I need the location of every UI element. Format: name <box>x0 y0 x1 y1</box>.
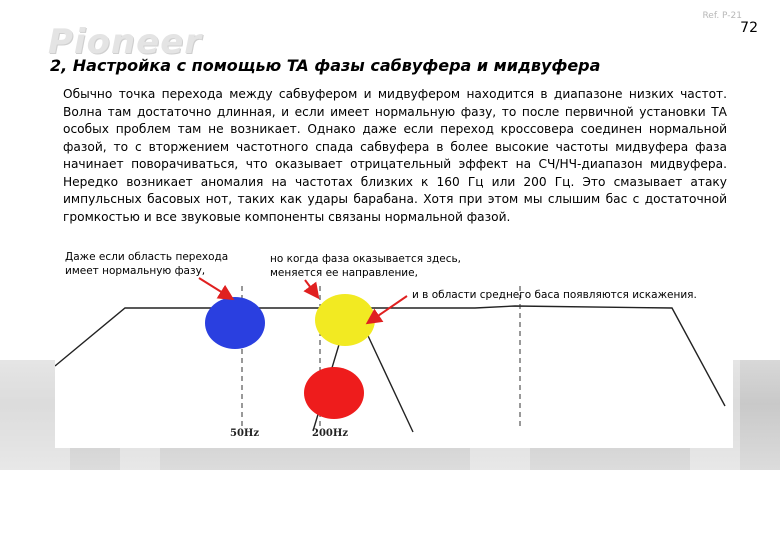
arrow-to-yellow <box>305 280 317 296</box>
arrow-to-blue <box>199 278 231 298</box>
page-title: 2, Настройка с помощью TA фазы сабвуфера и мидвуфера <box>50 56 601 75</box>
caption-1: Даже если область перехода имеет нормальную фазу, <box>65 251 229 277</box>
reference-label: Ref. P-21 <box>702 11 742 21</box>
caption-3: и в области среднего баса появляются искажения. <box>412 289 697 301</box>
response-curve-right <box>313 306 725 431</box>
pioneer-logo: Pioneer <box>48 22 203 62</box>
page-number: 72 <box>740 20 758 36</box>
blue-circle <box>205 297 265 349</box>
caption-2: но когда фаза оказывается здесь, меняется ее направление, <box>270 253 462 279</box>
red-circle <box>304 367 364 419</box>
arrow-to-red <box>369 296 407 322</box>
yellow-circle <box>315 294 375 346</box>
label-50hz: 50Hz <box>230 428 260 439</box>
body-paragraph: Обычно точка перехода между сабвуфером и мидвуфером находится в диапазоне низких частот. Волна там достаточно длинная, и если имеет нормальную фазу, то после первичной установки ТА особых проблем там не возникает. Однако даже если переход кроссовера соединен нормальной фазой, то с вторжением частотного спада сабвуфера в более высокие частоты мидвуфера фаза начинает поворачиваться, что оказывает отрицательный эффект на СЧ/НЧ-диапазон мидвуфера. Нередко возникает аномалия на частотах близких к 160 Гц или 200 Гц. Это смазывает атаку импульсных басовых нот, таких как удары барабана. Хотя при этом мы слышим бас с достаточной громкостью и все звуковые компоненты связаны нормальной фазой. <box>63 87 727 224</box>
label-200hz: 200Hz <box>312 428 349 439</box>
